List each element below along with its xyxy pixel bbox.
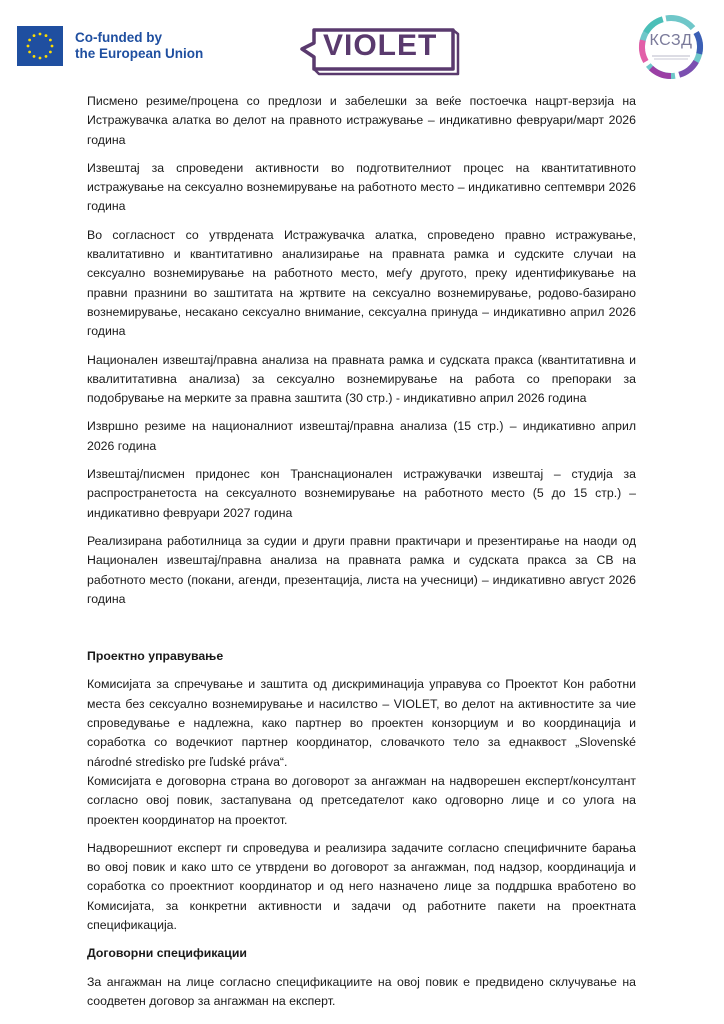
eu-star-icon <box>28 51 31 54</box>
section-heading-project-management: Проектно управување <box>87 649 224 664</box>
eu-star-icon <box>27 45 30 48</box>
document-header <box>0 0 724 90</box>
eu-logo-text <box>75 30 203 62</box>
eu-star-icon <box>45 55 48 58</box>
project-management-paragraph: Надворешниот експерт ги спроведува и реализира задачите согласно специфичните барања во овој повик и како што се утврдени во договорот за ангажман, под надзор, координација и соработка со проектниот координатор и од него назначено лице за поддршка вработено во Комисијата, за конкретни активности и задачи од работните пакети на проектната спецификација. <box>87 840 636 932</box>
eu-star-icon <box>45 34 48 37</box>
deliverable-item: Извршно резиме на националниот извештај/правна анализа (15 стр.) – индикативно април 2026 година <box>87 419 636 453</box>
eu-star-icon <box>49 39 52 42</box>
eu-star-icon <box>33 34 36 37</box>
eu-cofunded-logo <box>17 26 203 66</box>
document-body <box>87 92 636 1020</box>
kszd-commission-logo <box>636 12 706 82</box>
deliverable-item: Писмено резиме/процена со предлози и забелешки за веќе постоечка нацрт-верзија на Истражувачка алатка во делот на правното истражување – индикативно февруари/март 2026 година <box>87 94 636 147</box>
eu-flag-icon <box>17 26 63 66</box>
violet-project-logo <box>300 27 462 84</box>
project-management-paragraph: Комисијата е договорна страна во договорот за ангажман на надворешен експерт/консултант согласно овој повик, застапувана од претседателот како одговорно лице и со улога на проектен координатор на проектот. <box>87 773 636 827</box>
deliverable-item: Национален извештај/правна анализа на правната рамка и судската пракса (квантитативна и квалититативна анализа) за сексуално вознемирување на работа со препораки за подобрување на мерките за правна заштита (30 стр.) - индикативно април 2026 година <box>87 352 636 406</box>
deliverable-item: Извештај за спроведени активности во подготвителниот процес на квантитативното истражување на сексуално вознемирување на работното место – индикативно септември 2026 година <box>87 160 636 214</box>
eu-star-icon <box>39 33 42 36</box>
eu-star-icon <box>28 39 31 42</box>
contract-specs-paragraph: За ангажман на лице согласно спецификациите на овој повик е предвидено склучување на соодветен договор за ангажман на експерт. <box>87 974 636 1008</box>
eu-star-icon <box>49 51 52 54</box>
deliverable-item: Реализирана работилница за судии и други правни практичари и презентирање на наоди од Национален извештај/правна анализа на правната рамка и судската пракса за СВ на работното место (покани, агенди, презентација, листа на учесници) – индикативно август 2026 година <box>87 533 636 606</box>
project-management-paragraph: Комисијата за спречување и заштита од дискриминација управува со Проектот Кон работни места без сексуално вознемирување и насилство – VIOLET, во делот на активностите за чие спроведување е надлежна, како партнер во проектен конзорциум и во координација и соработка со водечкиот партнер координатор, словачкото тело за еднаквост „Slovenské národné stredisko pre ľudské práva“. <box>87 677 636 769</box>
section-heading-contract-specs: Договорни спецификации <box>87 946 247 961</box>
eu-star-icon <box>39 57 42 60</box>
deliverable-item: Во согласност со утврдената Истражувачка алатка, спроведено правно истражување, квалитативно и квантитативно анализирање на правната рамка и судските случаи на сексуално вознемирување на работното место, меѓу другото, преку идентификување на правни празнини во заштитата на жртвите на сексуално вознемирување, родово-базирано вознемирување, несакано сексуално внимание, сексуална принуда – индикативно април 2026 година <box>87 227 636 339</box>
kszd-logo-text: КСЗД <box>649 32 693 49</box>
deliverable-item: Извештај/писмен придонес кон Транснационален истражувачки извештај – студија за распространетоста на сексуалното вознемирување на работното место (5 до 15 стр.) – индикативно февруари 2027 година <box>87 467 636 520</box>
eu-star-icon <box>51 45 54 48</box>
eu-logo-line2: the European Union <box>75 46 204 61</box>
eu-logo-line1: Co-funded by <box>75 30 162 45</box>
eu-star-icon <box>33 55 36 58</box>
violet-logo-text: VIOLET <box>323 29 438 62</box>
